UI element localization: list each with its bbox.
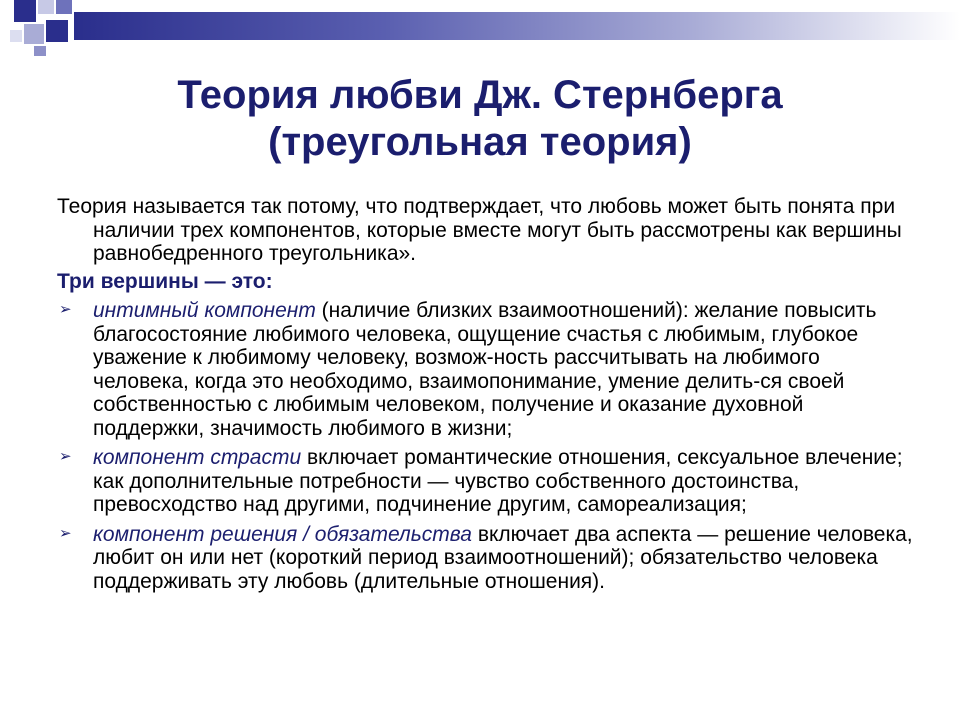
list-item (57, 446, 917, 517)
decor-square (46, 20, 68, 42)
decor-square (14, 0, 36, 22)
title-line-2: (треугольная теория) (268, 120, 692, 164)
vertices-heading: Три вершины — это: (57, 269, 273, 293)
bullet-term: интимный компонент (93, 299, 316, 322)
list-item (57, 523, 917, 594)
decor-square (38, 0, 54, 14)
arrow-bullet-icon: ➢ (59, 301, 72, 318)
decor-square (34, 46, 46, 56)
intro-paragraph: Теория называется так потому, что подтверждает, что любовь может быть понята при наличии трех компонентов, которые вместе могут быть рассмотрены как вершины равнобедренного треугольника». (57, 195, 902, 265)
bullet-text: включает два аспекта — решение человека, любит он или нет (короткий период взаимоотношений); обязательство человека поддерживать эту любовь (длительные отношения). (93, 522, 913, 593)
arrow-bullet-icon: ➢ (59, 524, 72, 542)
slide-body (57, 195, 917, 599)
header-gradient-bar (74, 12, 960, 40)
title-line-1: Теория любви Дж. Стернберга (177, 73, 783, 117)
slide-title (40, 72, 920, 166)
decor-square (10, 30, 22, 42)
arrow-bullet-icon: ➢ (59, 448, 72, 465)
decor-square (24, 24, 44, 44)
bullet-text: включает романтические отношения, сексуальное влечение; как дополнительные потребности — чувство собственного достоинства, превосходство над другими, подчинение другим, самореализация; (93, 446, 903, 516)
bullet-term: компонент решения / обязательства (93, 522, 472, 546)
bullet-text: (наличие близких взаимоотношений): желание повысить благосостояние любимого человека, ощущение счастья с любимым, глубокое уважение к любимому человеку, возмож-ность рассчитывать на любимого человека, когда это необходимо, взаимопонимание, умение делить-ся своей собственностью с любимым человеком, получение и оказание духовной поддержки, значимость любимого в жизни; (93, 299, 877, 440)
list-item (57, 299, 917, 440)
bullet-term: компонент страсти (93, 446, 302, 469)
header-decoration (0, 0, 960, 60)
decor-square (56, 0, 72, 14)
